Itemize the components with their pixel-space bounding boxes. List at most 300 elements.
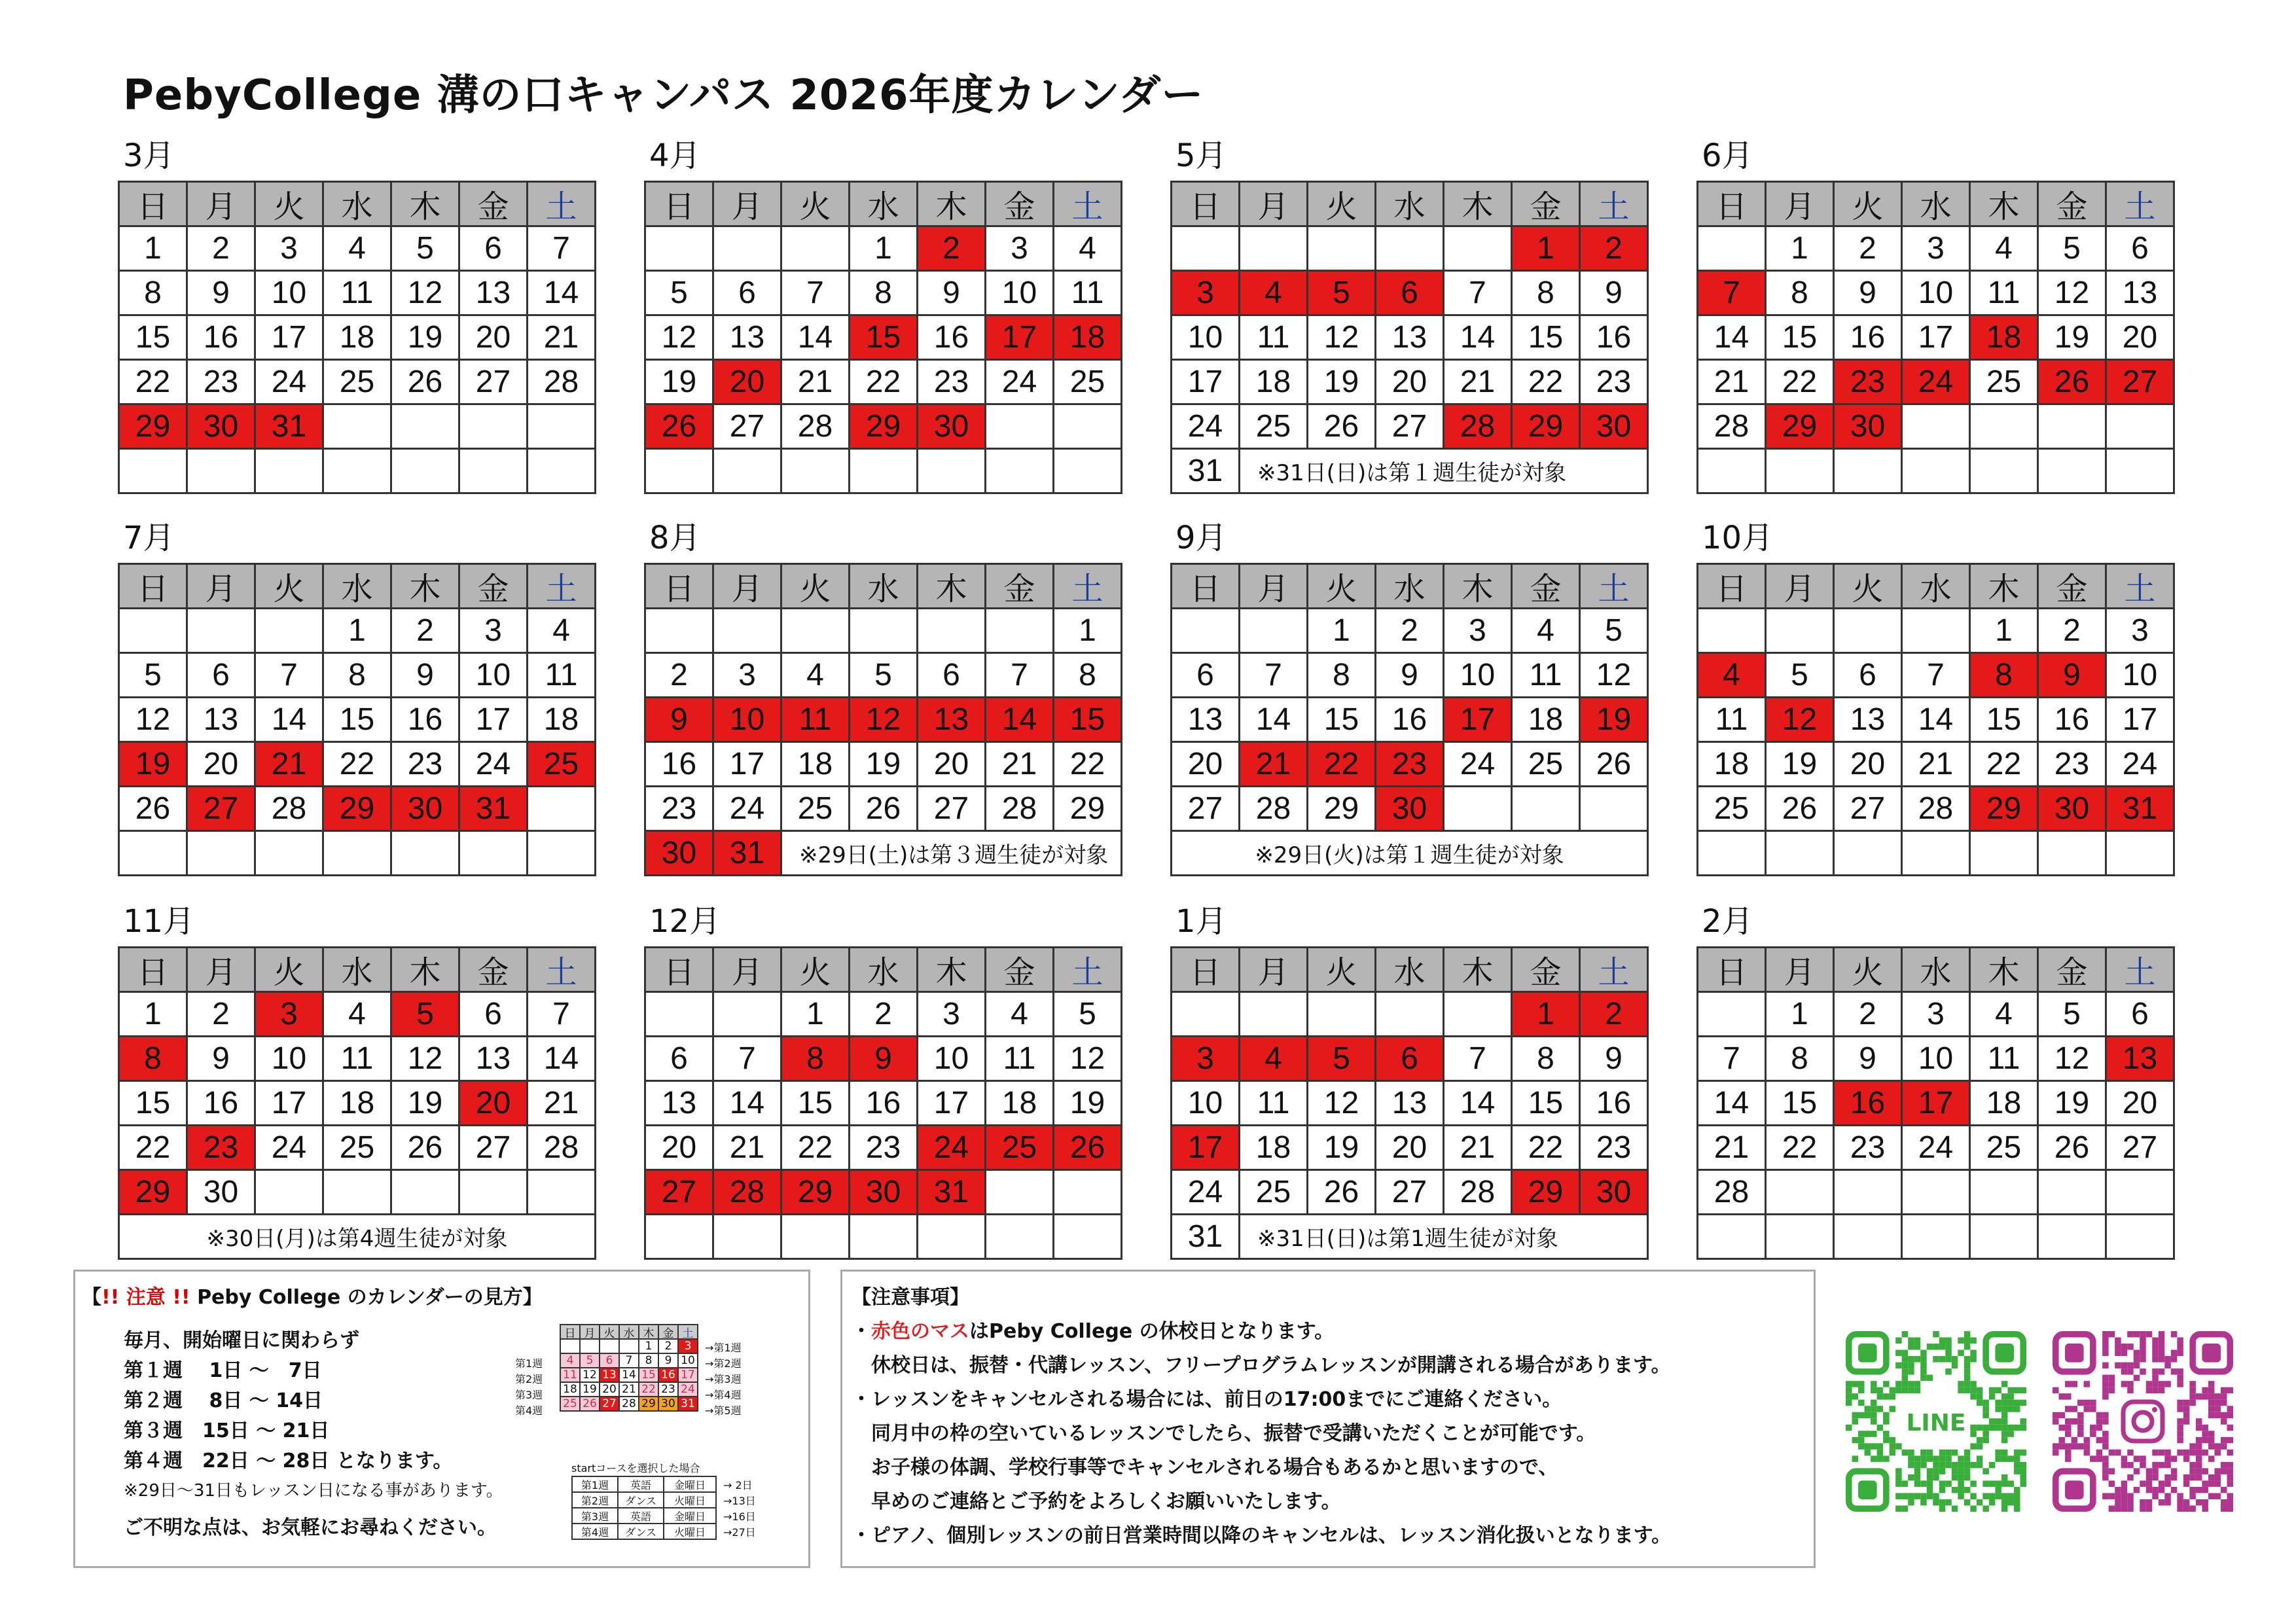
day-cell: 11	[1054, 272, 1122, 316]
day-cell: 16	[850, 1082, 918, 1126]
day-cell: 25	[1971, 1126, 2039, 1171]
empty-cell	[528, 450, 596, 494]
day-cell: 18	[1054, 316, 1122, 361]
day-cell: 6	[1376, 272, 1444, 316]
day-cell: 16	[188, 1082, 256, 1126]
empty-cell	[120, 832, 188, 876]
weekday-header: 火	[782, 565, 850, 609]
day-cell: 23	[188, 1126, 256, 1171]
day-cell: 14	[1240, 698, 1308, 743]
day-cell: 2	[850, 993, 918, 1037]
course-cell: ダンス	[619, 1493, 664, 1508]
day-cell: 12	[1054, 1037, 1122, 1082]
course-cell: 英語	[619, 1477, 664, 1493]
empty-cell	[2107, 1215, 2175, 1260]
day-cell: 28	[1698, 405, 1767, 450]
weekday-header: 月	[188, 183, 256, 227]
day-cell: 30	[188, 1171, 256, 1215]
weekday-header: 水	[1376, 948, 1444, 993]
empty-cell	[1172, 227, 1240, 272]
day-cell: 6	[460, 227, 528, 272]
day-cell: 21	[986, 743, 1054, 787]
weekday-header: 金	[986, 948, 1054, 993]
weekday-header: 金	[2039, 948, 2107, 993]
day-cell: 8	[120, 272, 188, 316]
day-cell: 14	[1698, 316, 1767, 361]
day-cell: 23	[1581, 361, 1649, 405]
legend-line: 第４週 22日 〜 28日 となります。	[124, 1450, 453, 1472]
weekday-header: 火	[1308, 183, 1376, 227]
day-cell: 9	[1376, 654, 1444, 698]
line-logo-text: LINE	[1906, 1410, 1966, 1436]
day-cell: 3	[986, 227, 1054, 272]
day-cell: 9	[1581, 1037, 1649, 1082]
day-cell: 11	[1240, 1082, 1308, 1126]
weekday-header: 日	[120, 565, 188, 609]
mini-day: 6	[600, 1354, 620, 1368]
day-cell: 23	[918, 361, 986, 405]
month-calendar	[1696, 563, 2175, 876]
day-cell: 30	[1835, 405, 1903, 450]
day-cell: 8	[324, 654, 392, 698]
empty-cell	[1698, 609, 1767, 654]
day-cell: 4	[1971, 993, 2039, 1037]
day-cell: 29	[1054, 787, 1122, 832]
day-cell: 25	[1513, 743, 1581, 787]
day-cell: 19	[392, 1082, 460, 1126]
empty-cell	[1054, 405, 1122, 450]
day-cell: 27	[460, 1126, 528, 1171]
day-cell: 6	[1172, 654, 1240, 698]
day-cell: 8	[1971, 654, 2039, 698]
day-cell: 25	[986, 1126, 1054, 1171]
legend-line: 第２週 8日 〜 14日	[124, 1389, 323, 1412]
day-cell: 6	[918, 654, 986, 698]
day-cell: 14	[1444, 1082, 1513, 1126]
day-cell: 1	[120, 993, 188, 1037]
day-cell: 26	[392, 361, 460, 405]
day-cell: 25	[1240, 1171, 1308, 1215]
day-cell: 12	[392, 1037, 460, 1082]
mini-week-label: 第3週	[515, 1389, 543, 1401]
mini-weekday: 火	[600, 1325, 620, 1340]
day-cell: 22	[1308, 743, 1376, 787]
empty-cell	[1240, 993, 1308, 1037]
notes-line: ・レッスンをキャンセルされる場合には、前日の17:00までにご連絡ください。	[852, 1388, 1562, 1411]
day-cell: 12	[1308, 1082, 1376, 1126]
day-cell: 16	[1835, 316, 1903, 361]
weekday-header: 月	[714, 948, 782, 993]
day-cell: 5	[120, 654, 188, 698]
day-cell: 20	[2107, 316, 2175, 361]
mini-day: 22	[639, 1383, 659, 1397]
day-cell: 16	[188, 316, 256, 361]
day-cell: 27	[646, 1171, 714, 1215]
instagram-qr-icon[interactable]	[2053, 1331, 2233, 1512]
weekday-header: 月	[1240, 565, 1308, 609]
day-cell: 13	[1172, 698, 1240, 743]
day-cell: 30	[1581, 405, 1649, 450]
day-cell: 2	[392, 609, 460, 654]
day-cell: 17	[918, 1082, 986, 1126]
day-cell: 13	[1376, 1082, 1444, 1126]
weekday-header: 金	[460, 948, 528, 993]
legend-panel	[73, 1270, 810, 1568]
day-cell: 5	[392, 993, 460, 1037]
day-cell: 27	[2107, 1126, 2175, 1171]
mini-day: 8	[639, 1354, 659, 1368]
course-cell: 英語	[619, 1508, 664, 1524]
day-cell: 5	[2039, 227, 2107, 272]
mini-calendar-example	[560, 1324, 698, 1412]
day-cell: 23	[1581, 1126, 1649, 1171]
empty-cell	[460, 450, 528, 494]
day-cell: 12	[1308, 316, 1376, 361]
empty-cell	[1054, 1215, 1122, 1260]
day-cell: 11	[782, 698, 850, 743]
empty-cell	[324, 832, 392, 876]
mini-day: 9	[659, 1354, 679, 1368]
month-calendar	[644, 563, 1122, 876]
empty-cell	[986, 609, 1054, 654]
day-cell: 28	[1240, 787, 1308, 832]
mini-day: 31	[679, 1397, 698, 1412]
empty-cell	[1903, 405, 1971, 450]
day-cell: 21	[1698, 361, 1767, 405]
day-cell: 20	[1376, 361, 1444, 405]
day-cell: 2	[1835, 993, 1903, 1037]
day-cell: 10	[1172, 1082, 1240, 1126]
weekday-header: 金	[2039, 565, 2107, 609]
day-cell: 22	[120, 361, 188, 405]
course-cell: ダンス	[619, 1524, 664, 1540]
day-cell: 30	[850, 1171, 918, 1215]
day-cell: 11	[1240, 316, 1308, 361]
weekday-header: 水	[1903, 948, 1971, 993]
day-cell: 18	[1513, 698, 1581, 743]
day-cell: 7	[986, 654, 1054, 698]
day-cell: 7	[1444, 1037, 1513, 1082]
day-cell: 31	[1172, 1215, 1240, 1260]
day-cell: 3	[460, 609, 528, 654]
day-cell: 15	[1054, 698, 1122, 743]
day-cell: 24	[1172, 1171, 1240, 1215]
day-cell: 27	[1835, 787, 1903, 832]
mini-day: 27	[600, 1397, 620, 1412]
day-cell: 18	[324, 316, 392, 361]
day-cell: 11	[324, 272, 392, 316]
day-cell: 14	[256, 698, 324, 743]
day-cell: 7	[1240, 654, 1308, 698]
mini-week-label: 第1週	[515, 1357, 543, 1370]
day-cell: 13	[2107, 272, 2175, 316]
day-cell: 26	[850, 787, 918, 832]
day-cell: 31	[918, 1171, 986, 1215]
weekday-header: 水	[1903, 565, 1971, 609]
course-cell: 第3週	[573, 1508, 619, 1524]
day-cell: 24	[1172, 405, 1240, 450]
empty-cell	[1835, 1215, 1903, 1260]
day-cell: 11	[986, 1037, 1054, 1082]
day-cell: 25	[782, 787, 850, 832]
empty-cell	[188, 609, 256, 654]
month-footnote: ※31日(日)は第1週生徒が対象	[1240, 1215, 1649, 1260]
course-caption: startコースを選択した場合	[571, 1462, 700, 1474]
empty-cell	[1971, 450, 2039, 494]
weekday-header: 木	[392, 565, 460, 609]
weekday-header: 日	[646, 183, 714, 227]
weekday-header: 月	[714, 183, 782, 227]
day-cell: 17	[714, 743, 782, 787]
month-label: 11月	[123, 903, 195, 940]
mini-weekday: 月	[581, 1325, 600, 1340]
weekday-header: 日	[1698, 565, 1767, 609]
course-arrow: →13日	[723, 1495, 756, 1507]
weekday-header: 金	[1513, 565, 1581, 609]
day-cell: 10	[256, 272, 324, 316]
day-cell: 7	[714, 1037, 782, 1082]
weekday-header: 木	[1971, 565, 2039, 609]
weekday-header: 土	[1581, 948, 1649, 993]
day-cell: 24	[1444, 743, 1513, 787]
day-cell: 31	[460, 787, 528, 832]
weekday-header: 月	[1240, 948, 1308, 993]
empty-cell	[528, 1171, 596, 1215]
weekday-header: 金	[1513, 948, 1581, 993]
day-cell: 29	[324, 787, 392, 832]
mini-day: 19	[581, 1383, 600, 1397]
day-cell: 26	[2039, 1126, 2107, 1171]
day-cell: 28	[986, 787, 1054, 832]
day-cell: 26	[1581, 743, 1649, 787]
weekday-header: 土	[1054, 565, 1122, 609]
empty-cell	[1903, 609, 1971, 654]
day-cell: 1	[1054, 609, 1122, 654]
day-cell: 30	[188, 405, 256, 450]
day-cell: 13	[646, 1082, 714, 1126]
day-cell: 2	[646, 654, 714, 698]
weekday-header: 土	[528, 183, 596, 227]
empty-cell	[646, 993, 714, 1037]
weekday-header: 日	[1698, 948, 1767, 993]
mini-weekday: 日	[561, 1325, 581, 1340]
day-cell: 14	[528, 1037, 596, 1082]
weekday-header: 日	[646, 948, 714, 993]
day-cell: 3	[1903, 993, 1971, 1037]
day-cell: 3	[714, 654, 782, 698]
weekday-header: 土	[2107, 183, 2175, 227]
empty-cell	[528, 787, 596, 832]
day-cell: 19	[120, 743, 188, 787]
day-cell: 10	[1903, 272, 1971, 316]
notes-panel	[840, 1270, 1816, 1568]
day-cell: 9	[1835, 1037, 1903, 1082]
day-cell: 12	[1767, 698, 1835, 743]
weekday-header: 木	[1444, 948, 1513, 993]
day-cell: 22	[1971, 743, 2039, 787]
day-cell: 8	[1054, 654, 1122, 698]
day-cell: 12	[392, 272, 460, 316]
empty-cell	[918, 450, 986, 494]
day-cell: 18	[986, 1082, 1054, 1126]
empty-cell	[1903, 1171, 1971, 1215]
weekday-header: 木	[1444, 565, 1513, 609]
day-cell: 24	[986, 361, 1054, 405]
empty-cell	[646, 1215, 714, 1260]
empty-cell	[850, 609, 918, 654]
weekday-header: 月	[1767, 565, 1835, 609]
day-cell: 26	[646, 405, 714, 450]
day-cell: 23	[1376, 743, 1444, 787]
month-footnote: ※29日(土)は第３週生徒が対象	[782, 832, 1122, 876]
mini-day: 11	[561, 1368, 581, 1383]
day-cell: 20	[1835, 743, 1903, 787]
day-cell: 7	[256, 654, 324, 698]
day-cell: 15	[782, 1082, 850, 1126]
empty-cell	[120, 450, 188, 494]
day-cell: 30	[1581, 1171, 1649, 1215]
mini-empty	[581, 1340, 600, 1354]
empty-cell	[120, 609, 188, 654]
course-example-table	[571, 1476, 717, 1540]
day-cell: 28	[1444, 1171, 1513, 1215]
day-cell: 19	[646, 361, 714, 405]
notes-line: 休校日は、振替・代講レッスン、フリープログラムレッスンが開講される場合があります。	[852, 1354, 1671, 1377]
day-cell: 23	[1835, 1126, 1903, 1171]
empty-cell	[2107, 450, 2175, 494]
empty-cell	[2039, 1171, 2107, 1215]
day-cell: 3	[1903, 227, 1971, 272]
empty-cell	[1444, 227, 1513, 272]
weekday-header: 水	[850, 183, 918, 227]
day-cell: 24	[918, 1126, 986, 1171]
day-cell: 11	[1971, 1037, 2039, 1082]
day-cell: 23	[850, 1126, 918, 1171]
month-label: 12月	[649, 903, 721, 940]
weekday-header: 木	[1444, 183, 1513, 227]
mini-week-arrow: →第2週	[705, 1357, 742, 1370]
day-cell: 14	[528, 272, 596, 316]
mini-day: 20	[600, 1383, 620, 1397]
day-cell: 25	[1698, 787, 1767, 832]
day-cell: 1	[120, 227, 188, 272]
day-cell: 2	[1376, 609, 1444, 654]
empty-cell	[1767, 1171, 1835, 1215]
mini-day: 28	[620, 1397, 639, 1412]
day-cell: 14	[1903, 698, 1971, 743]
day-cell: 9	[1835, 272, 1903, 316]
day-cell: 2	[2039, 609, 2107, 654]
day-cell: 1	[1513, 227, 1581, 272]
day-cell: 29	[850, 405, 918, 450]
day-cell: 10	[986, 272, 1054, 316]
day-cell: 1	[1308, 609, 1376, 654]
day-cell: 24	[714, 787, 782, 832]
day-cell: 28	[1698, 1171, 1767, 1215]
mini-day: 13	[600, 1368, 620, 1383]
day-cell: 19	[2039, 316, 2107, 361]
day-cell: 19	[850, 743, 918, 787]
empty-cell	[714, 227, 782, 272]
day-cell: 1	[1971, 609, 2039, 654]
day-cell: 8	[1308, 654, 1376, 698]
weekday-header: 日	[1172, 183, 1240, 227]
day-cell: 5	[1581, 609, 1649, 654]
day-cell: 5	[1308, 272, 1376, 316]
empty-cell	[2039, 1215, 2107, 1260]
day-cell: 4	[528, 609, 596, 654]
day-cell: 15	[120, 1082, 188, 1126]
day-cell: 16	[1376, 698, 1444, 743]
empty-cell	[1698, 832, 1767, 876]
day-cell: 5	[850, 654, 918, 698]
day-cell: 5	[2039, 993, 2107, 1037]
day-cell: 30	[2039, 787, 2107, 832]
day-cell: 20	[714, 361, 782, 405]
day-cell: 27	[188, 787, 256, 832]
empty-cell	[1308, 227, 1376, 272]
day-cell: 13	[1376, 316, 1444, 361]
day-cell: 12	[2039, 272, 2107, 316]
day-cell: 13	[460, 272, 528, 316]
day-cell: 28	[1444, 405, 1513, 450]
day-cell: 18	[1698, 743, 1767, 787]
notes-line: お子様の体調、学校行事等でキャンセルされる場合もあるかと思いますので、	[852, 1456, 1558, 1479]
empty-cell	[1767, 450, 1835, 494]
line-qr-icon[interactable]	[1846, 1331, 2026, 1512]
day-cell: 30	[392, 787, 460, 832]
weekday-header: 土	[1054, 183, 1122, 227]
month-label: 8月	[649, 520, 701, 556]
day-cell: 15	[1513, 1082, 1581, 1126]
day-cell: 19	[392, 316, 460, 361]
day-cell: 4	[1971, 227, 2039, 272]
day-cell: 14	[1444, 316, 1513, 361]
weekday-header: 水	[324, 565, 392, 609]
day-cell: 16	[918, 316, 986, 361]
day-cell: 21	[1903, 743, 1971, 787]
day-cell: 11	[1971, 272, 2039, 316]
day-cell: 17	[1172, 361, 1240, 405]
empty-cell	[2039, 450, 2107, 494]
day-cell: 3	[1172, 272, 1240, 316]
mini-week-arrow: →第4週	[705, 1389, 742, 1401]
course-cell: 金曜日	[664, 1477, 717, 1493]
day-cell: 29	[120, 405, 188, 450]
day-cell: 17	[256, 316, 324, 361]
day-cell: 12	[2039, 1037, 2107, 1082]
day-cell: 15	[850, 316, 918, 361]
course-cell: 火曜日	[664, 1493, 717, 1508]
notes-title: 【注意事項】	[852, 1286, 969, 1309]
day-cell: 27	[1376, 1171, 1444, 1215]
day-cell: 15	[1767, 1082, 1835, 1126]
day-cell: 23	[2039, 743, 2107, 787]
empty-cell	[1835, 609, 1903, 654]
weekday-header: 日	[1172, 948, 1240, 993]
day-cell: 4	[782, 654, 850, 698]
empty-cell	[460, 405, 528, 450]
mini-day: 24	[679, 1383, 698, 1397]
mini-day: 18	[561, 1383, 581, 1397]
day-cell: 24	[1903, 361, 1971, 405]
day-cell: 4	[1698, 654, 1767, 698]
day-cell: 6	[188, 654, 256, 698]
empty-cell	[1172, 609, 1240, 654]
day-cell: 17	[1172, 1126, 1240, 1171]
day-cell: 25	[1971, 361, 2039, 405]
empty-cell	[1903, 450, 1971, 494]
